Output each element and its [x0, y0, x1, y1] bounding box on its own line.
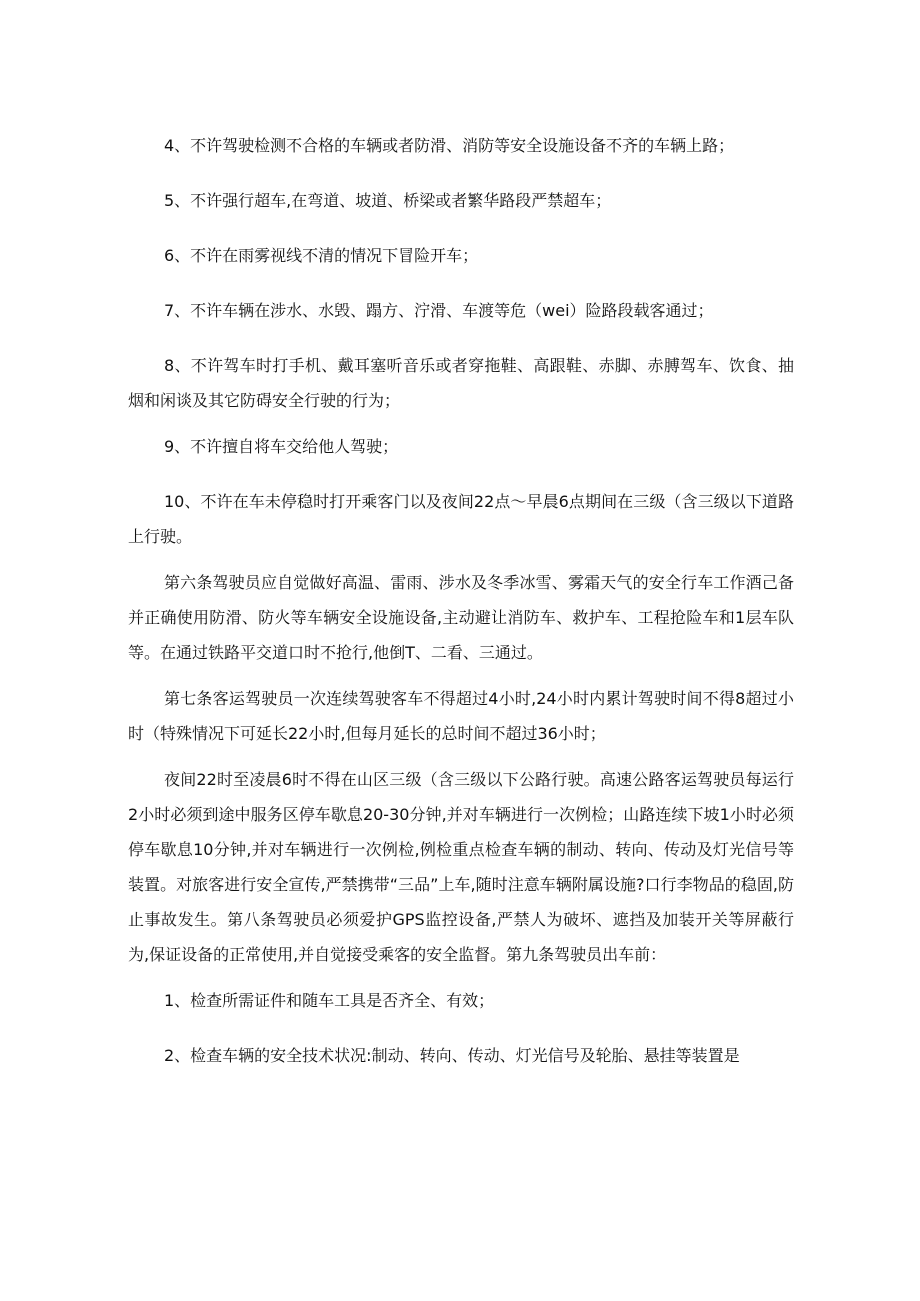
- paragraph-rule-4: 4、不许驾驶检测不合格的车辆或者防滑、消防等安全设施设备不齐的车辆上路；: [164, 136, 735, 155]
- paragraph-rule-7: 7、不许车辆在涉水、水毁、蹋方、泞滑、车渡等危（wei）险路段载客通过；: [164, 301, 714, 320]
- paragraph-night-driving: 夜间22时至凌晨6时不得在山区三级（含三级以下公路行驶。高速公路客运驾驶员每运行2小时必须到途中服务区停车歇息20-30分钟,并对车辆进行一次例检；山路连续下坡1小时必须停车歇息10分钟,并对车辆进行一次例检,例检重点检查车辆的制动、转向、传动及灯光信号等装置。对旅客进行安全宣传,严禁携带“三品”上车,随时注意车辆附属设施?口行李物品的稳固,防止事故发生。第八条驾驶员必须爱护GPS监控设备,严禁人为破坏、遮挡及加装开关等屏蔽行为,保证设备的正常使用,并自觉接受乘客的安全监督。第九条驾驶员出车前：: [128, 770, 794, 964]
- paragraph-check-2: 2、检查车辆的安全技术状况:制动、转向、传动、灯光信号及轮胎、悬挂等装置是: [164, 1046, 740, 1065]
- paragraph-rule-10: 10、不许在车未停稳时打开乘客门以及夜间22点～早晨6点期间在三级（含三级以下道路上行驶。: [128, 492, 794, 546]
- paragraph-rule-6: 6、不许在雨雾视线不清的情况下冒险开车；: [164, 246, 479, 265]
- paragraph-rule-5: 5、不许强行超车,在弯道、坡道、桥梁或者繁华路段严禁超车；: [164, 191, 612, 210]
- paragraph-article-7: 第七条客运驾驶员一次连续驾驶客车不得超过4小时,24小时内累计驾驶时间不得8超过小时（特殊情况下可延长22小时,但每月延长的总时间不超过36小时；: [128, 689, 794, 743]
- paragraph-rule-8: 8、不许驾车时打手机、戴耳塞听音乐或者穿拖鞋、高跟鞋、赤脚、赤膊驾车、饮食、抽烟和闲谈及其它防碍安全行驶的行为；: [128, 356, 794, 410]
- document-body: [128, 128, 794, 1093]
- paragraph-rule-9: 9、不许擅自将车交给他人驾驶；: [164, 437, 399, 456]
- paragraph-check-1: 1、检查所需证件和随车工具是否齐全、有效；: [164, 991, 495, 1010]
- paragraph-article-6: 第六条驾驶员应自觉做好高温、雷雨、涉水及冬季冰雪、雾霜天气的安全行车工作酒己备并正确使用防滑、防火等车辆安全设施设备,主动避让消防车、救护车、工程抢险车和1层车队等。在通过铁路平交道口时不抢行,他倒T、二看、三通过。: [128, 573, 794, 662]
